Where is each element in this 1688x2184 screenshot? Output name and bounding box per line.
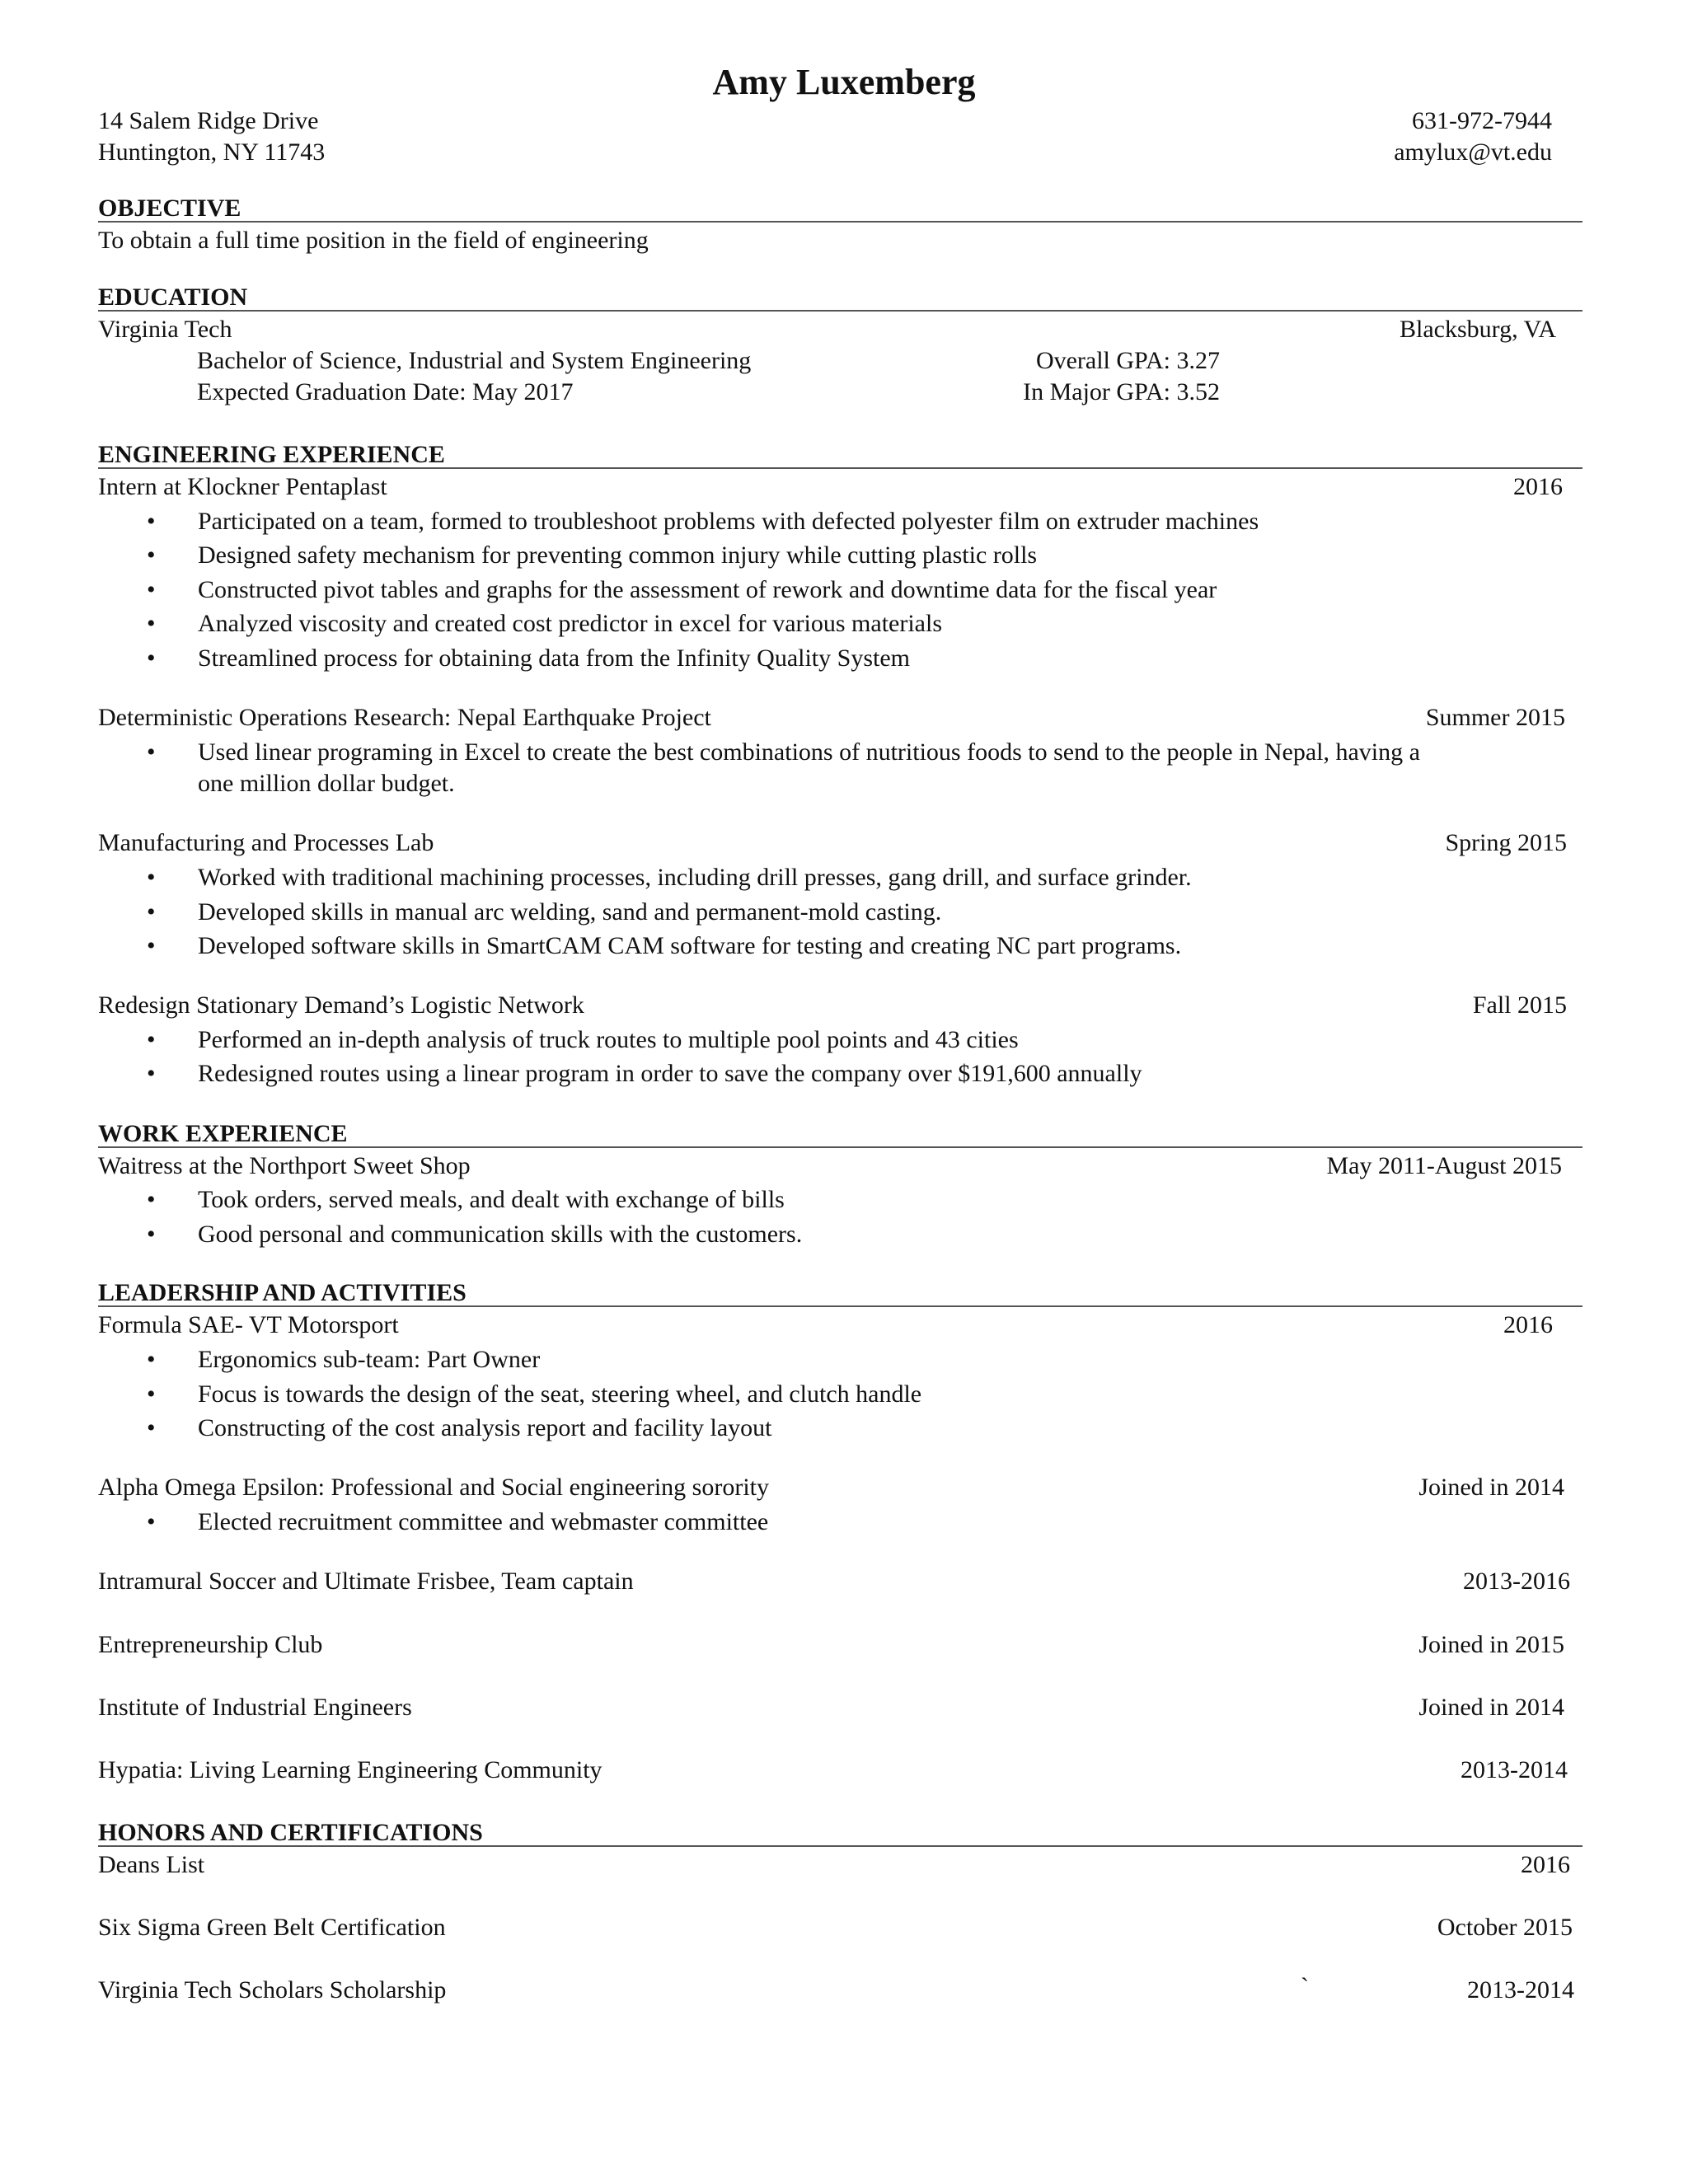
education-graduation: Expected Graduation Date: May 2017 [197, 378, 574, 405]
entry-title: Virginia Tech Scholars Scholarship [98, 1976, 447, 2004]
entry-date: 2016 [1503, 1311, 1553, 1338]
education-school: Virginia Tech [98, 316, 232, 343]
entry-date: 2013-2014 [1467, 1976, 1574, 2004]
phone-number: 631-972-7944 [1412, 107, 1552, 134]
entry-title: Deans List [98, 1851, 205, 1878]
entry-date: Joined in 2015 [1418, 1631, 1564, 1658]
entry-title: Deterministic Operations Research: Nepal Earthquake Project [98, 704, 711, 731]
entry-date: Fall 2015 [1472, 991, 1567, 1019]
address-line-2: Huntington, NY 11743 [98, 138, 326, 166]
entry-title: Intern at Klockner Pentaplast [98, 473, 387, 500]
entry-date: 2013-2016 [1463, 1568, 1570, 1595]
entry-title: Formula SAE- VT Motorsport [98, 1311, 399, 1338]
entry-title: Entrepreneurship Club [98, 1631, 323, 1658]
education-degree: Bachelor of Science, Industrial and System Engineering [197, 347, 752, 374]
email-address: amylux@vt.edu [1394, 138, 1552, 166]
entry-title: Six Sigma Green Belt Certification [98, 1914, 446, 1941]
entry-title: Manufacturing and Processes Lab [98, 829, 434, 856]
section-heading-work-experience: WORK EXPERIENCE [98, 1118, 1582, 1148]
entry-date: Joined in 2014 [1418, 1694, 1564, 1721]
section-heading-objective: OBJECTIVE [98, 193, 1582, 223]
entry-date: 2016 [1521, 1851, 1570, 1878]
address-line-1: 14 Salem Ridge Drive [98, 107, 319, 134]
section-heading-honors: HONORS AND CERTIFICATIONS [98, 1817, 1582, 1847]
stray-mark: ` [1301, 1973, 1309, 2000]
entry-title: Alpha Omega Epsilon: Professional and Social engineering sorority [98, 1474, 769, 1501]
list-item-continuation: one million dollar budget. [198, 770, 455, 797]
section-heading-engineering-experience: ENGINEERING EXPERIENCE [98, 439, 1582, 469]
section-heading-education: EDUCATION [98, 282, 1582, 312]
education-gpa-major: In Major GPA: 3.52 [1023, 378, 1220, 405]
entry-title: Waitress at the Northport Sweet Shop [98, 1152, 471, 1179]
entry-title: Hypatia: Living Learning Engineering Community [98, 1756, 603, 1783]
entry-date: October 2015 [1437, 1914, 1573, 1941]
education-gpa-overall: Overall GPA: 3.27 [1035, 347, 1220, 374]
entry-title: Redesign Stationary Demand’s Logistic Network [98, 991, 584, 1019]
entry-date: May 2011-August 2015 [1326, 1152, 1562, 1179]
resume-name: Amy Luxemberg [712, 62, 976, 102]
entry-date: 2016 [1513, 473, 1563, 500]
entry-date: 2013-2014 [1461, 1756, 1568, 1783]
entry-date: Spring 2015 [1445, 829, 1567, 856]
entry-date: Joined in 2014 [1418, 1474, 1564, 1501]
objective-text: To obtain a full time position in the field of engineering [98, 227, 649, 254]
section-heading-leadership: LEADERSHIP AND ACTIVITIES [98, 1277, 1582, 1307]
education-location: Blacksburg, VA [1399, 316, 1556, 343]
entry-date: Summer 2015 [1425, 704, 1565, 731]
entry-title: Institute of Industrial Engineers [98, 1694, 412, 1721]
entry-title: Intramural Soccer and Ultimate Frisbee, Team captain [98, 1568, 634, 1595]
